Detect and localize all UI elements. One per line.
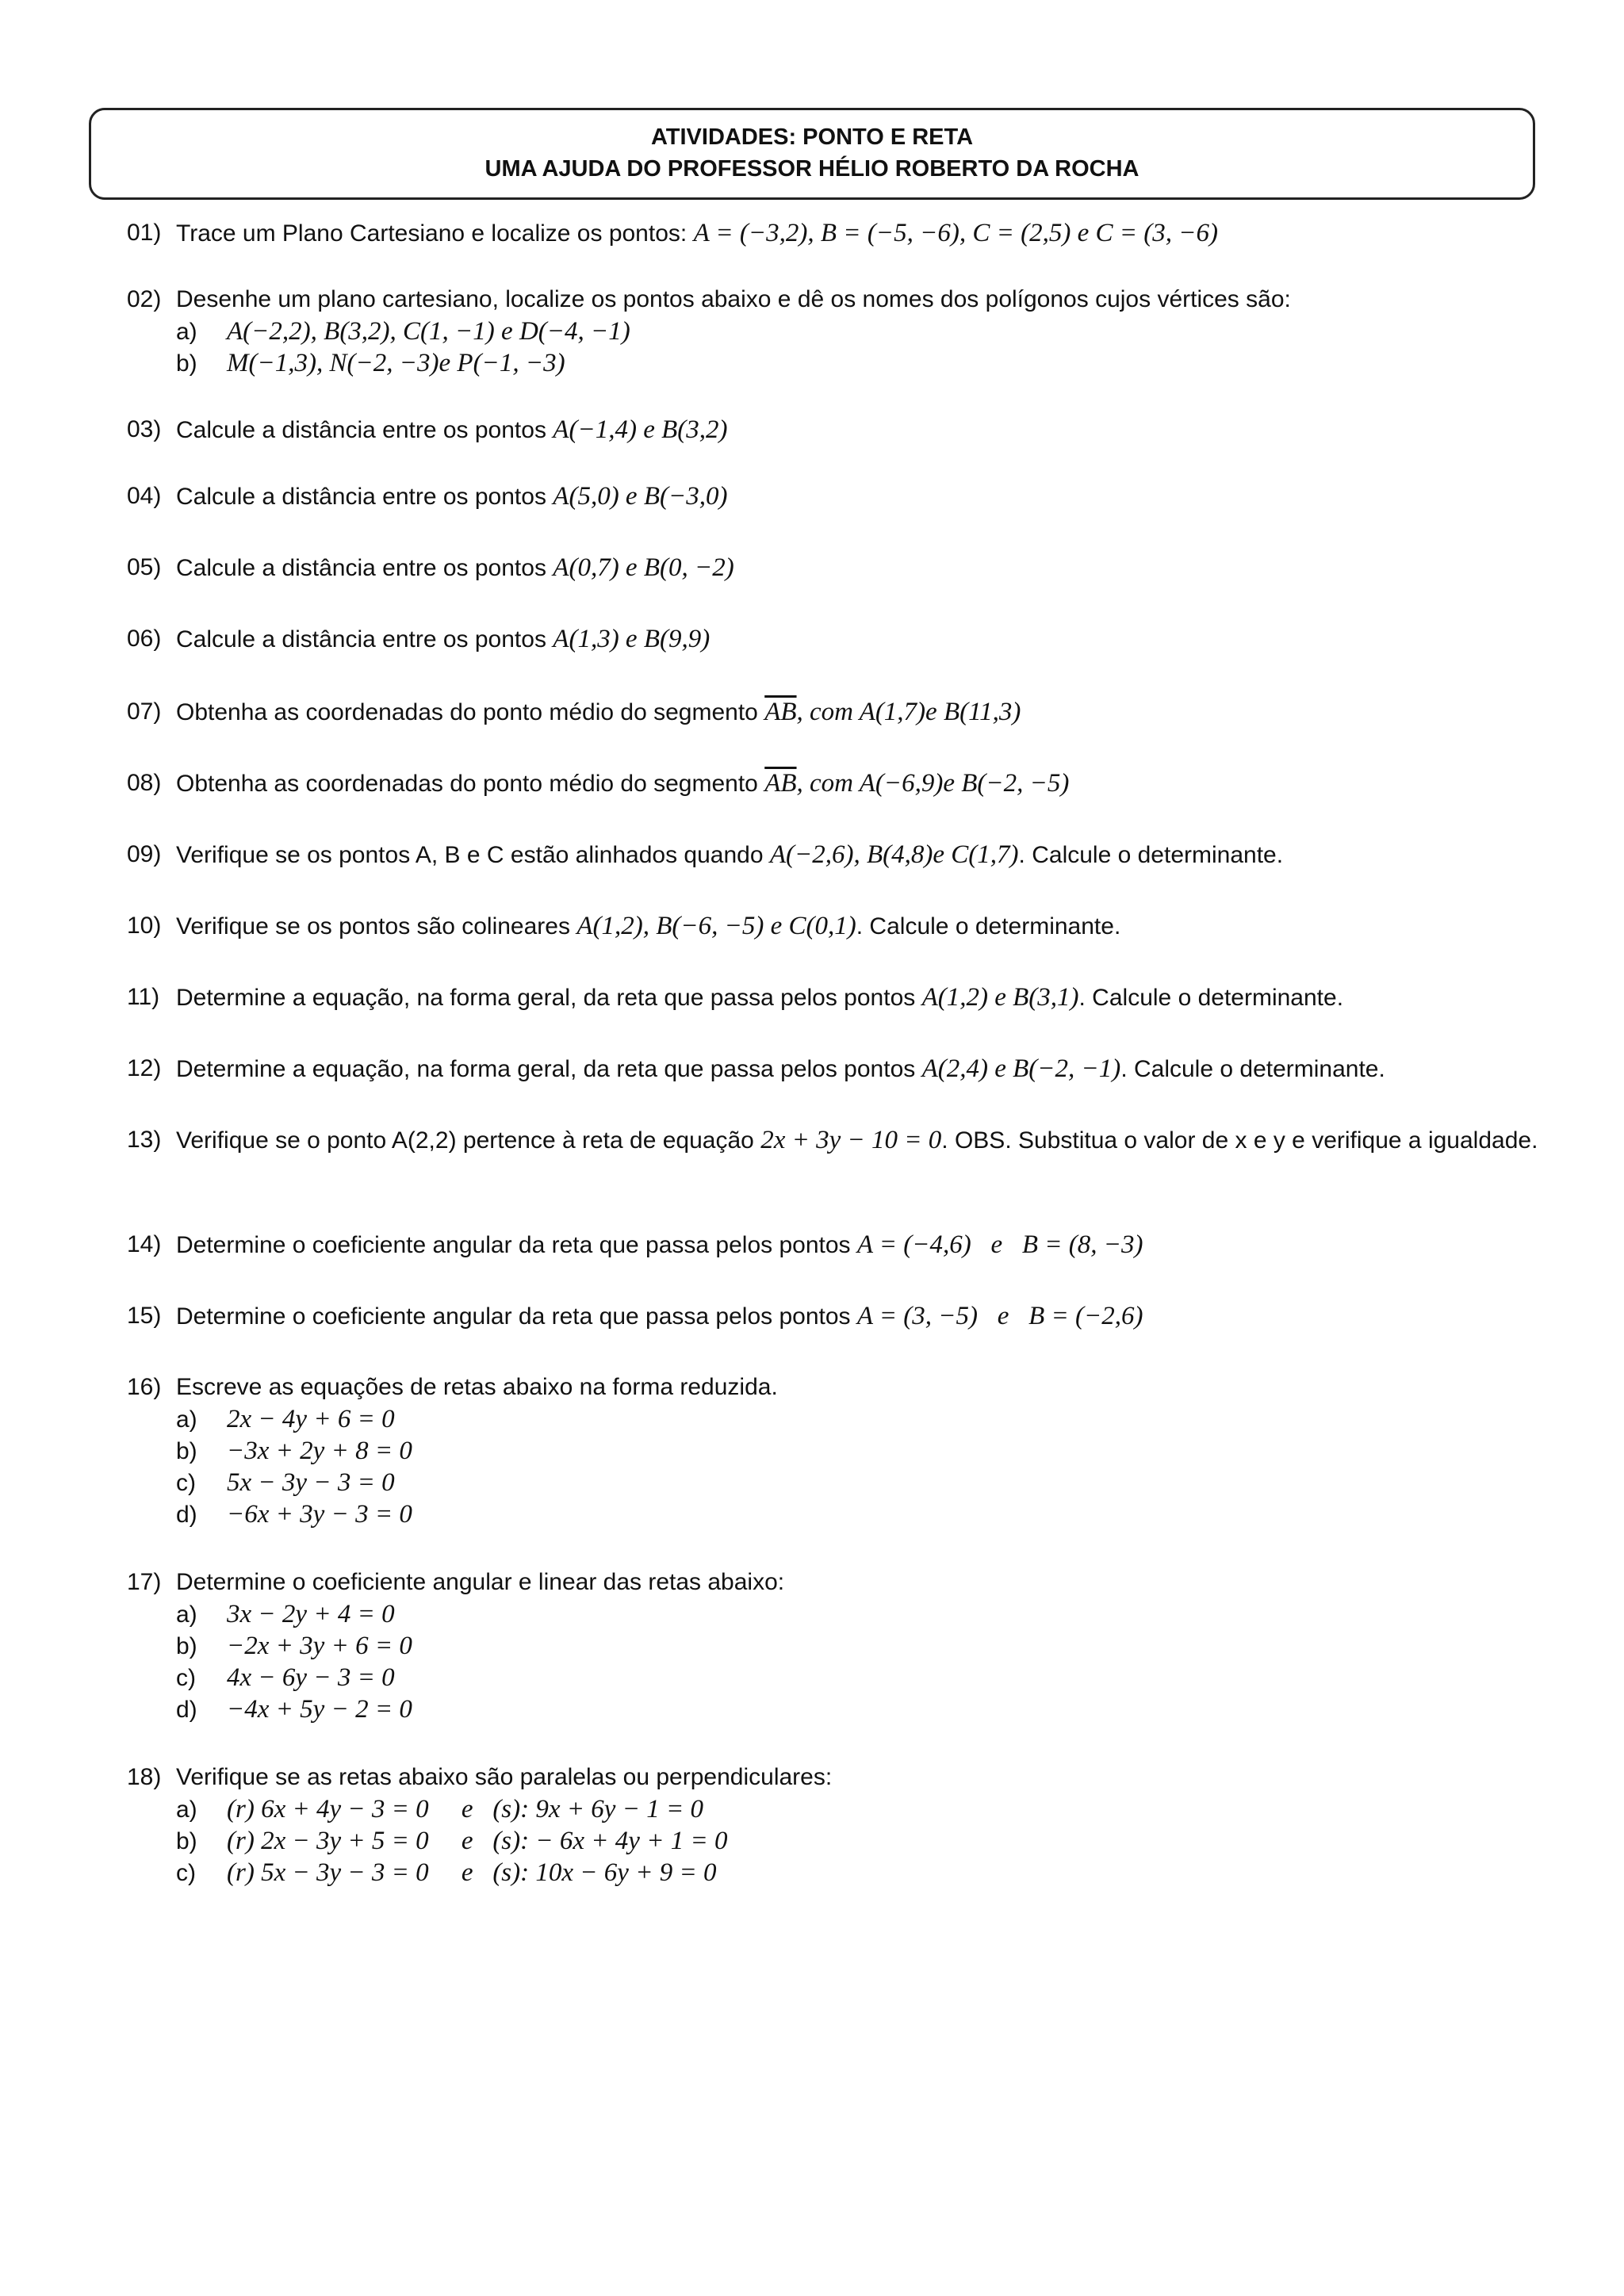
title-line-1: ATIVIDADES: PONTO E RETA bbox=[650, 124, 974, 150]
title-line-2: UMA AJUDA DO PROFESSOR HÉLIO ROBERTO DA ROCHA bbox=[485, 156, 1139, 182]
question-math: A(1,3) e B(9,9) bbox=[553, 625, 710, 653]
question-number: 16) bbox=[127, 1374, 162, 1400]
sub-item bbox=[176, 347, 565, 380]
question-number: 09) bbox=[127, 841, 162, 867]
question-number: 03) bbox=[127, 416, 162, 442]
question-text: Verifique se os pontos são colineares bbox=[176, 913, 577, 939]
question-number: 18) bbox=[127, 1764, 162, 1790]
sub-item bbox=[176, 1403, 395, 1436]
question-text: Trace um Plano Cartesiano e localize os pontos: bbox=[176, 220, 694, 247]
sub-item-math: 2x − 4y + 6 = 0 bbox=[227, 1405, 395, 1433]
question-tail: . Calcule o determinante. bbox=[856, 913, 1121, 939]
question-math: A = (3, −5) e B = (−2,6) bbox=[856, 1302, 1143, 1330]
question-math: A(0,7) e B(0, −2) bbox=[553, 553, 734, 582]
question-text: Obtenha as coordenadas do ponto médio do segmento bbox=[176, 699, 765, 725]
sub-item-math: 4x − 6y − 3 = 0 bbox=[227, 1663, 395, 1692]
sub-item bbox=[176, 1435, 412, 1468]
sub-item-math: M(−1,3), N(−2, −3)e P(−1, −3) bbox=[227, 349, 565, 377]
question-text: Obtenha as coordenadas do ponto médio do segmento bbox=[176, 771, 765, 797]
question-number: 04) bbox=[127, 483, 162, 509]
segment-label: $\overline{AB}$ bbox=[764, 698, 797, 726]
question-text: Calcule a distância entre os pontos bbox=[176, 626, 553, 652]
question-text: Verifique se o ponto A(2,2) pertence à reta de equação bbox=[176, 1127, 761, 1154]
question-math: A(1,2), B(−6, −5) e C(0,1) bbox=[576, 912, 856, 940]
sub-item-label: a) bbox=[176, 1601, 197, 1628]
sub-item bbox=[176, 1498, 412, 1531]
sub-item-label: a) bbox=[176, 1797, 197, 1823]
sub-item-math: (r) 2x − 3y + 5 = 0 e (s): − 6x + 4y + 1 = 0 bbox=[227, 1827, 728, 1855]
sub-item-label: b) bbox=[176, 1438, 197, 1464]
question-text: Determine o coeficiente angular da reta que passa pelos pontos bbox=[176, 1303, 857, 1330]
question-math: A = (−3,2), B = (−5, −6), C = (2,5) e C = (3, −6) bbox=[693, 219, 1219, 247]
sub-item-label: a) bbox=[176, 1406, 197, 1433]
question-text: Determine a equação, na forma geral, da reta que passa pelos pontos bbox=[176, 1056, 922, 1082]
sub-item-math: 3x − 2y + 4 = 0 bbox=[227, 1600, 395, 1628]
sub-item-math: A(−2,2), B(3,2), C(1, −1) e D(−4, −1) bbox=[227, 317, 630, 346]
sub-item-label: c) bbox=[176, 1665, 196, 1691]
question-text: Verifique se as retas abaixo são paralelas ou perpendiculares: bbox=[176, 1764, 833, 1790]
sub-item-math: −2x + 3y + 6 = 0 bbox=[227, 1632, 412, 1660]
sub-item-math: (r) 6x + 4y − 3 = 0 e (s): 9x + 6y − 1 = 0 bbox=[227, 1795, 703, 1823]
question-math: , com A(−6,9)e B(−2, −5) bbox=[796, 769, 1070, 798]
question-number: 12) bbox=[127, 1055, 162, 1081]
sub-item bbox=[176, 1467, 395, 1499]
sub-item-label: c) bbox=[176, 1860, 196, 1886]
sub-item-label: a) bbox=[176, 319, 197, 345]
question-text: Verifique se os pontos A, B e C estão alinhados quando bbox=[176, 842, 770, 868]
sub-item bbox=[176, 1598, 395, 1631]
sub-item bbox=[176, 316, 630, 348]
question-number: 06) bbox=[127, 626, 162, 652]
question-math: A(−2,6), B(4,8)e C(1,7) bbox=[769, 840, 1019, 869]
title-box bbox=[89, 108, 1535, 200]
segment-label: $\overline{AB}$ bbox=[764, 769, 797, 798]
sub-item bbox=[176, 1693, 412, 1726]
question-number: 13) bbox=[127, 1127, 162, 1153]
sub-item bbox=[176, 1825, 728, 1858]
question-tail: . Calcule o determinante. bbox=[1018, 842, 1284, 868]
question-text: Calcule a distância entre os pontos bbox=[176, 555, 553, 581]
question-math: A = (−4,6) e B = (8, −3) bbox=[856, 1230, 1143, 1259]
sub-item-label: b) bbox=[176, 1633, 197, 1659]
sub-item-label: c) bbox=[176, 1470, 196, 1496]
question-number: 01) bbox=[127, 220, 162, 246]
question-number: 10) bbox=[127, 913, 162, 939]
sub-item bbox=[176, 1630, 412, 1663]
question-math: , com A(1,7)e B(11,3) bbox=[796, 698, 1021, 726]
sub-item-math: (r) 5x − 3y − 3 = 0 e (s): 10x − 6y + 9 = 0 bbox=[227, 1858, 717, 1887]
question-text: Determine o coeficiente angular da reta que passa pelos pontos bbox=[176, 1232, 857, 1258]
question-text: Calcule a distância entre os pontos bbox=[176, 417, 553, 443]
sub-item-label: d) bbox=[176, 1697, 197, 1723]
question-number: 02) bbox=[127, 286, 162, 312]
question-number: 05) bbox=[127, 554, 162, 580]
question-text: Determine o coeficiente angular e linear das retas abaixo: bbox=[176, 1569, 785, 1595]
question-number: 14) bbox=[127, 1231, 162, 1257]
question-tail: . Calcule o determinante. bbox=[1120, 1056, 1385, 1082]
sub-item bbox=[176, 1793, 703, 1826]
question-number: 08) bbox=[127, 770, 162, 796]
question-tail: . OBS. Substitua o valor de x e y e verifique a igualdade. bbox=[941, 1127, 1538, 1154]
sub-item-math: −4x + 5y − 2 = 0 bbox=[227, 1695, 412, 1724]
question-text: Desenhe um plano cartesiano, localize os pontos abaixo e dê os nomes dos polígonos cujos vértices são: bbox=[176, 286, 1291, 312]
question-math: A(1,2) e B(3,1) bbox=[921, 983, 1079, 1012]
sub-item-math: −6x + 3y − 3 = 0 bbox=[227, 1500, 412, 1529]
question-tail: . Calcule o determinante. bbox=[1078, 985, 1344, 1011]
question-math: 2x + 3y − 10 = 0 bbox=[760, 1126, 942, 1154]
question-number: 15) bbox=[127, 1303, 162, 1329]
sub-item-label: b) bbox=[176, 350, 197, 377]
question-number: 11) bbox=[127, 984, 160, 1010]
question-math: A(2,4) e B(−2, −1) bbox=[921, 1054, 1121, 1083]
question-text: Determine a equação, na forma geral, da reta que passa pelos pontos bbox=[176, 985, 922, 1011]
question-number: 07) bbox=[127, 698, 162, 725]
sub-item bbox=[176, 1662, 395, 1694]
question-math: A(5,0) e B(−3,0) bbox=[553, 482, 728, 511]
question-text: Calcule a distância entre os pontos bbox=[176, 484, 553, 510]
sub-item bbox=[176, 1857, 716, 1889]
sub-item-label: d) bbox=[176, 1502, 197, 1528]
sub-item-math: −3x + 2y + 8 = 0 bbox=[227, 1437, 412, 1465]
question-math: A(−1,4) e B(3,2) bbox=[553, 415, 728, 444]
sub-item-label: b) bbox=[176, 1828, 197, 1854]
question-text: Escreve as equações de retas abaixo na forma reduzida. bbox=[176, 1374, 778, 1400]
question-number: 17) bbox=[127, 1569, 162, 1595]
sub-item-math: 5x − 3y − 3 = 0 bbox=[227, 1468, 395, 1497]
